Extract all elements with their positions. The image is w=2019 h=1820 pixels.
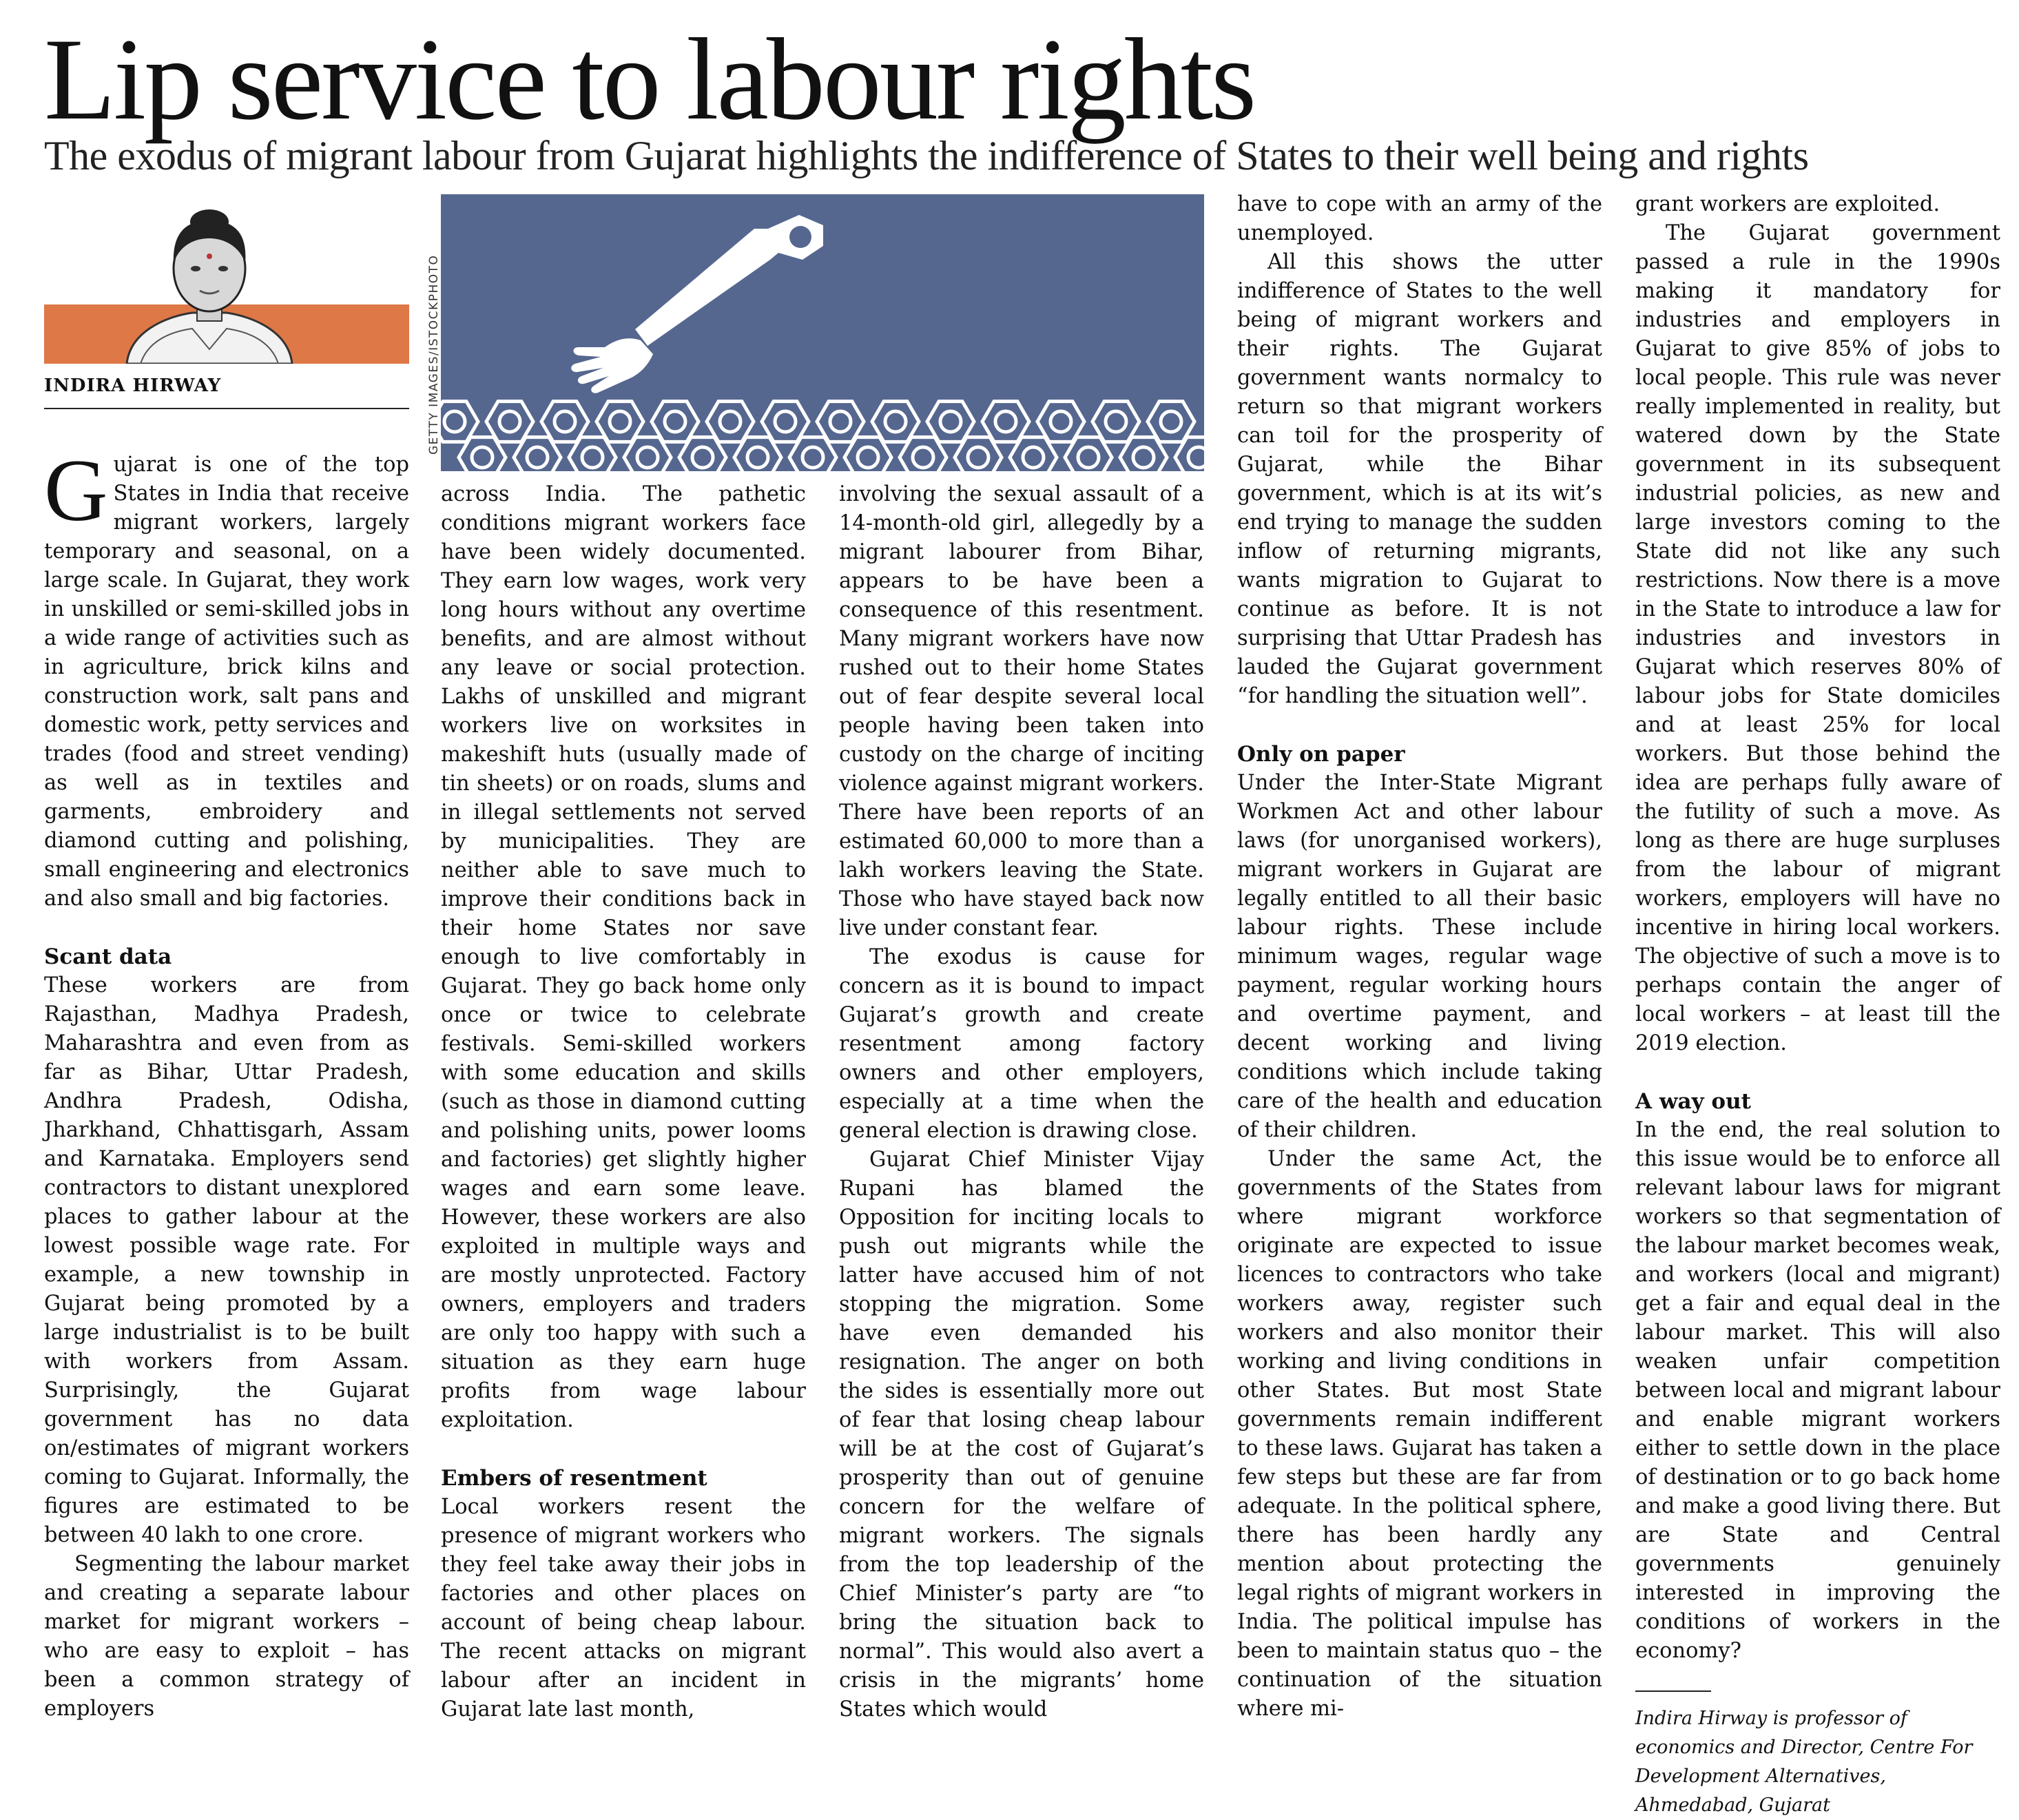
paragraph: Under the Inter-State Migrant Workmen Act and other labour laws (for unorganised workers), migrant workers in Gujarat are legally entitled to all their basic labour rights. These include minimum wages, regular wage payment, regular working hours and overtime payment, and decent working and living conditions which include taking care of the health and education of their children. [1237, 771, 1602, 1142]
deck-subtitle: The exodus of migrant labour from Gujarat highlights the indifference of States to their well being and rights [44, 133, 1809, 178]
headline: Lip service to labour rights [44, 14, 1255, 144]
paragraph: The exodus is cause for concern as it is bound to impact Gujarat’s growth and create resentment among factory owners and other employers, especially at a time when the general election is drawing close. [839, 945, 1204, 1143]
article-illustration [441, 194, 1204, 471]
byline-divider [44, 408, 409, 409]
paragraph: All this shows the utter indifference of States to the well being of migrant workers and their rights. The Gujarat government wants normalcy to return so that migrant workers can toil for the prosperity of Gujarat, while the Bihar government, which is at its wit’s end trying to manage the sudden inflow of returning migrants, wants migration to Gujarat to continue as before. It is not surprising that Uttar Pradesh has lauded the Gujarat government “for handling the situation well”. [1237, 250, 1602, 708]
paragraph: Gujarat Chief Minister Vijay Rupani has blamed the Opposition for inciting locals to push out migrants while the latter have accused him of not stopping the migration. Some have even demanded his resignation. The anger on both the sides is essentially more out of fear that losing cheap labour will be at the cost of Gujarat’s prosperity than out of genuine concern for the welfare of migrant workers. The signals from the top leadership of the Chief Minister’s party are “to bring the situation back to normal”. This would also avert a crisis in the migrants’ home States which would [839, 1148, 1204, 1721]
paragraph: grant workers are exploited. [1635, 192, 1940, 216]
paragraph: have to cope with an army of the unemployed. [1237, 192, 1602, 245]
article-column-2 [441, 480, 806, 1724]
subhead-a-way-out: A way out [1635, 1089, 1751, 1114]
paragraph: The Gujarat government passed a rule in the 1990s making it mandatory for industries and employers in Gujarat to give 85% of jobs to local people. This rule was never really implemented in reality, but watered down by the State government in its subsequent industrial policies, as new and large investors coming to the State did not like any such restrictions. Now there is a move in the State to introduce a law for industries and investors in Gujarat which reserves 80% of labour jobs for State domiciles and at least 25% for local workers. But those behind the idea are perhaps fully aware of the futility of such a move. As long as there are huge surpluses from the labour of migrant workers, employers will have no incentive in hiring local workers. The objective of such a move is to perhaps contain the anger of local workers – at least till the 2019 election. [1635, 221, 2000, 1055]
paragraph: across India. The pathetic conditions migrant workers face have been widely documented. They earn low wages, work very long hours without any overtime benefits, and are almost without any leave or social protection. Lakhs of unskilled and migrant workers live on worksites in makeshift huts (usually made of tin sheets) or on roads, slums and in illegal settlements not served by municipalities. They are neither able to save much to improve their conditions back in their home States nor save enough to live comfortably in Gujarat. They go back home only once or twice to celebrate festivals. Semi-skilled workers with some education and skills (such as those in diamond cutting and polishing units, power looms and factories) get slightly higher wages and earn some leave. However, these workers are also exploited in multiple ways and are mostly unprotected. Factory owners, employers and traders are only too happy with such a situation as they earn huge profits from wage labour exploitation. [441, 482, 806, 1432]
subhead-scant-data: Scant data [44, 944, 172, 969]
paragraph: Gujarat is one of the top States in India that receive migrant workers, largely temporary and seasonal, on a large scale. In Gujarat, they work in unskilled or semi-skilled jobs in a wide range of activities such as in agriculture, brick kilns and construction work, salt pans and domestic work, petty services and trades (food and street vending) as well as in textiles and garments, embroidery and diamond cutting and polishing, small engineering and electronics and also small and big factories. [44, 442, 409, 911]
author-bio: Indira Hirway is professor of economics and Director, Centre For Development Alternatives, Ahmedabad, Gujarat [1635, 1708, 1973, 1816]
wrench-hand-icon [441, 194, 1204, 471]
article-column-1 [44, 442, 409, 1724]
bio-divider [1635, 1690, 1711, 1692]
article-column-5 [1635, 190, 2000, 1820]
paragraph: In the end, the real solution to this issue would be to enforce all relevant labour laws for migrant workers so that segmentation of the labour market becomes weak, and workers (local and migrant) get a fair and equal deal in the labour market. This will also weaken unfair competition between local and migrant labour and enable migrant workers either to settle down in the place of destination or to go back home and make a good living there. But are State and Central governments genuinely interested in improving the conditions of workers in the economy? [1635, 1118, 2000, 1663]
paragraph: Local workers resent the presence of migrant workers who they feel take away their jobs in factories and other places on account of being cheap labour. The recent attacks on migrant labour after an incident in Gujarat late last month, [441, 1495, 806, 1721]
author-byline: INDIRA HIRWAY [44, 375, 222, 396]
photo-credit: GETTY IMAGES/ISTOCKPHOTO [427, 254, 441, 455]
article-column-3 [839, 480, 1204, 1724]
paragraph: Under the same Act, the governments of the States from where migrant workforce originate are expected to issue licences to contractors who take workers away, register such workers and also monitor their working and living conditions in other States. But most State governments remain indifferent to these laws. Gujarat has taken a few steps but these are far from adequate. In the political sphere, there has been hardly any mention about protecting the legal rights of migrant workers in India. The political impulse has been to maintain status quo – the continuation of the situation where mi- [1237, 1147, 1602, 1721]
subhead-embers-of-resentment: Embers of resentment [441, 1466, 707, 1491]
subhead-only-on-paper: Only on paper [1237, 742, 1405, 767]
article-column-4 [1237, 190, 1602, 1724]
paragraph: involving the sexual assault of a 14-month-old girl, allegedly by a migrant labourer from Bihar, appears to be have been a consequence of this resentment. Many migrant workers have now rushed out to their home States out of fear despite several local people having been taken into custody on the charge of inciting violence against migrant workers. There have been reports of an estimated 60,000 to more than a lakh workers leaving the State. Those who have stayed back now live under constant fear. [839, 482, 1204, 940]
paragraph: Segmenting the labour market and creating a separate labour market for migrant workers – who are easy to exploit – has been a common strategy of employers [44, 1552, 409, 1721]
author-portrait-icon [44, 194, 409, 364]
paragraph: These workers are from Rajasthan, Madhya Pradesh, Maharashtra and even from as far as Bihar, Uttar Pradesh, Andhra Pradesh, Odisha, Jharkhand, Chhattisgarh, Assam and Karnataka. Employers send contractors to distant unexplored places to gather labour at the lowest possible wage rate. For example, a new township in Gujarat being promoted by a large industrialist is to be built with workers from Assam. Surprisingly, the Gujarat government has no data on/estimates of migrant workers coming to Gujarat. Informally, the figures are estimated to be between 40 lakh to one crore. [44, 973, 409, 1547]
